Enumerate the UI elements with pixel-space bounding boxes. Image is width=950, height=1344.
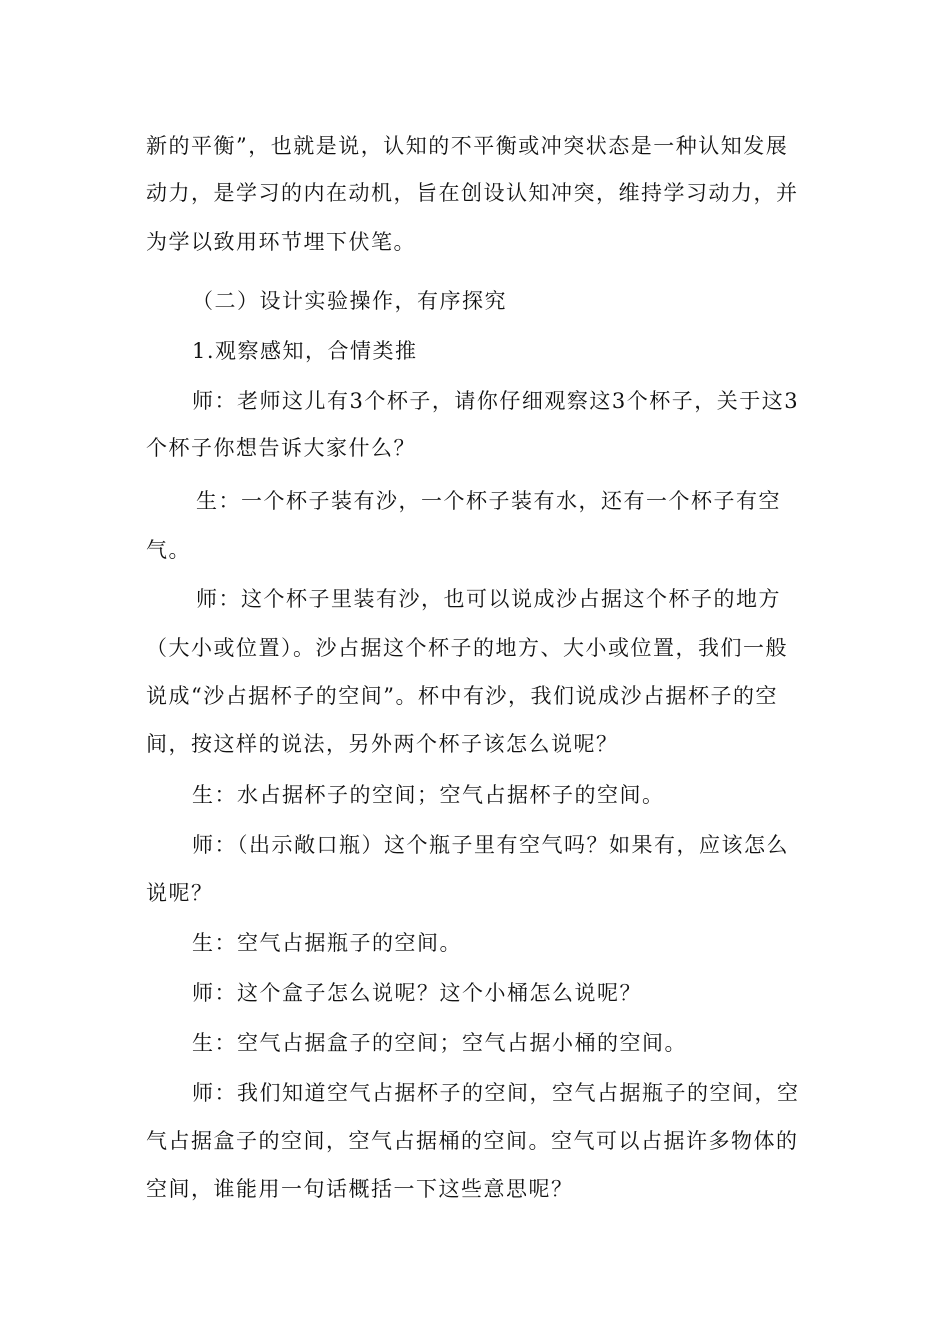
text-line: 为学以致用环节埋下伏笔。: [146, 230, 416, 254]
text-line: 个杯子你想告诉大家什么？: [146, 436, 416, 460]
text-line: 气占据盒子的空间，空气占据桶的空间。空气可以占据许多物体的: [146, 1129, 799, 1153]
text-line: 师：（出示敞口瓶）这个瓶子里有空气吗？如果有，应该怎么: [192, 833, 789, 857]
text-line: 生：水占据杯子的空间；空气占据杯子的空间。: [192, 783, 665, 807]
text-line: 说呢？: [146, 881, 214, 905]
text-line: 新的平衡”，也就是说，认知的不平衡或冲突状态是一种认知发展: [146, 134, 789, 158]
text-line: 师：这个杯子里装有沙，也可以说成沙占据这个杯子的地方: [196, 587, 781, 611]
text-line: 师：这个盒子怎么说呢？这个小桶怎么说呢？: [192, 981, 642, 1005]
text-line: 气。: [146, 538, 191, 562]
text-line: 生：一个杯子装有沙，一个杯子装有水，还有一个杯子有空: [196, 489, 781, 513]
text-line: 动力，是学习的内在动机，旨在创设认知冲突，维持学习动力，并: [146, 181, 799, 205]
text-line: 生：空气占据瓶子的空间。: [192, 931, 462, 955]
text-line: 师：我们知道空气占据杯子的空间，空气占据瓶子的空间，空: [192, 1081, 800, 1105]
section-heading: （二）设计实验操作，有序探究: [192, 289, 507, 313]
text-line: 生：空气占据盒子的空间；空气占据小桶的空间。: [192, 1031, 687, 1055]
text-line: 间，按这样的说法，另外两个杯子该怎么说呢？: [146, 732, 619, 756]
text-line: 师：老师这儿有3个杯子，请你仔细观察这3个杯子，关于这3: [192, 389, 800, 413]
text-line: 空间，谁能用一句话概括一下这些意思呢？: [146, 1177, 574, 1201]
subsection-heading: 1.观察感知，合情类推: [192, 339, 418, 363]
text-line: （大小或位置）。沙占据这个杯子的地方、大小或位置，我们一般: [146, 636, 788, 660]
text-line: 说成“沙占据杯子的空间”。杯中有沙，我们说成沙占据杯子的空: [146, 684, 778, 708]
